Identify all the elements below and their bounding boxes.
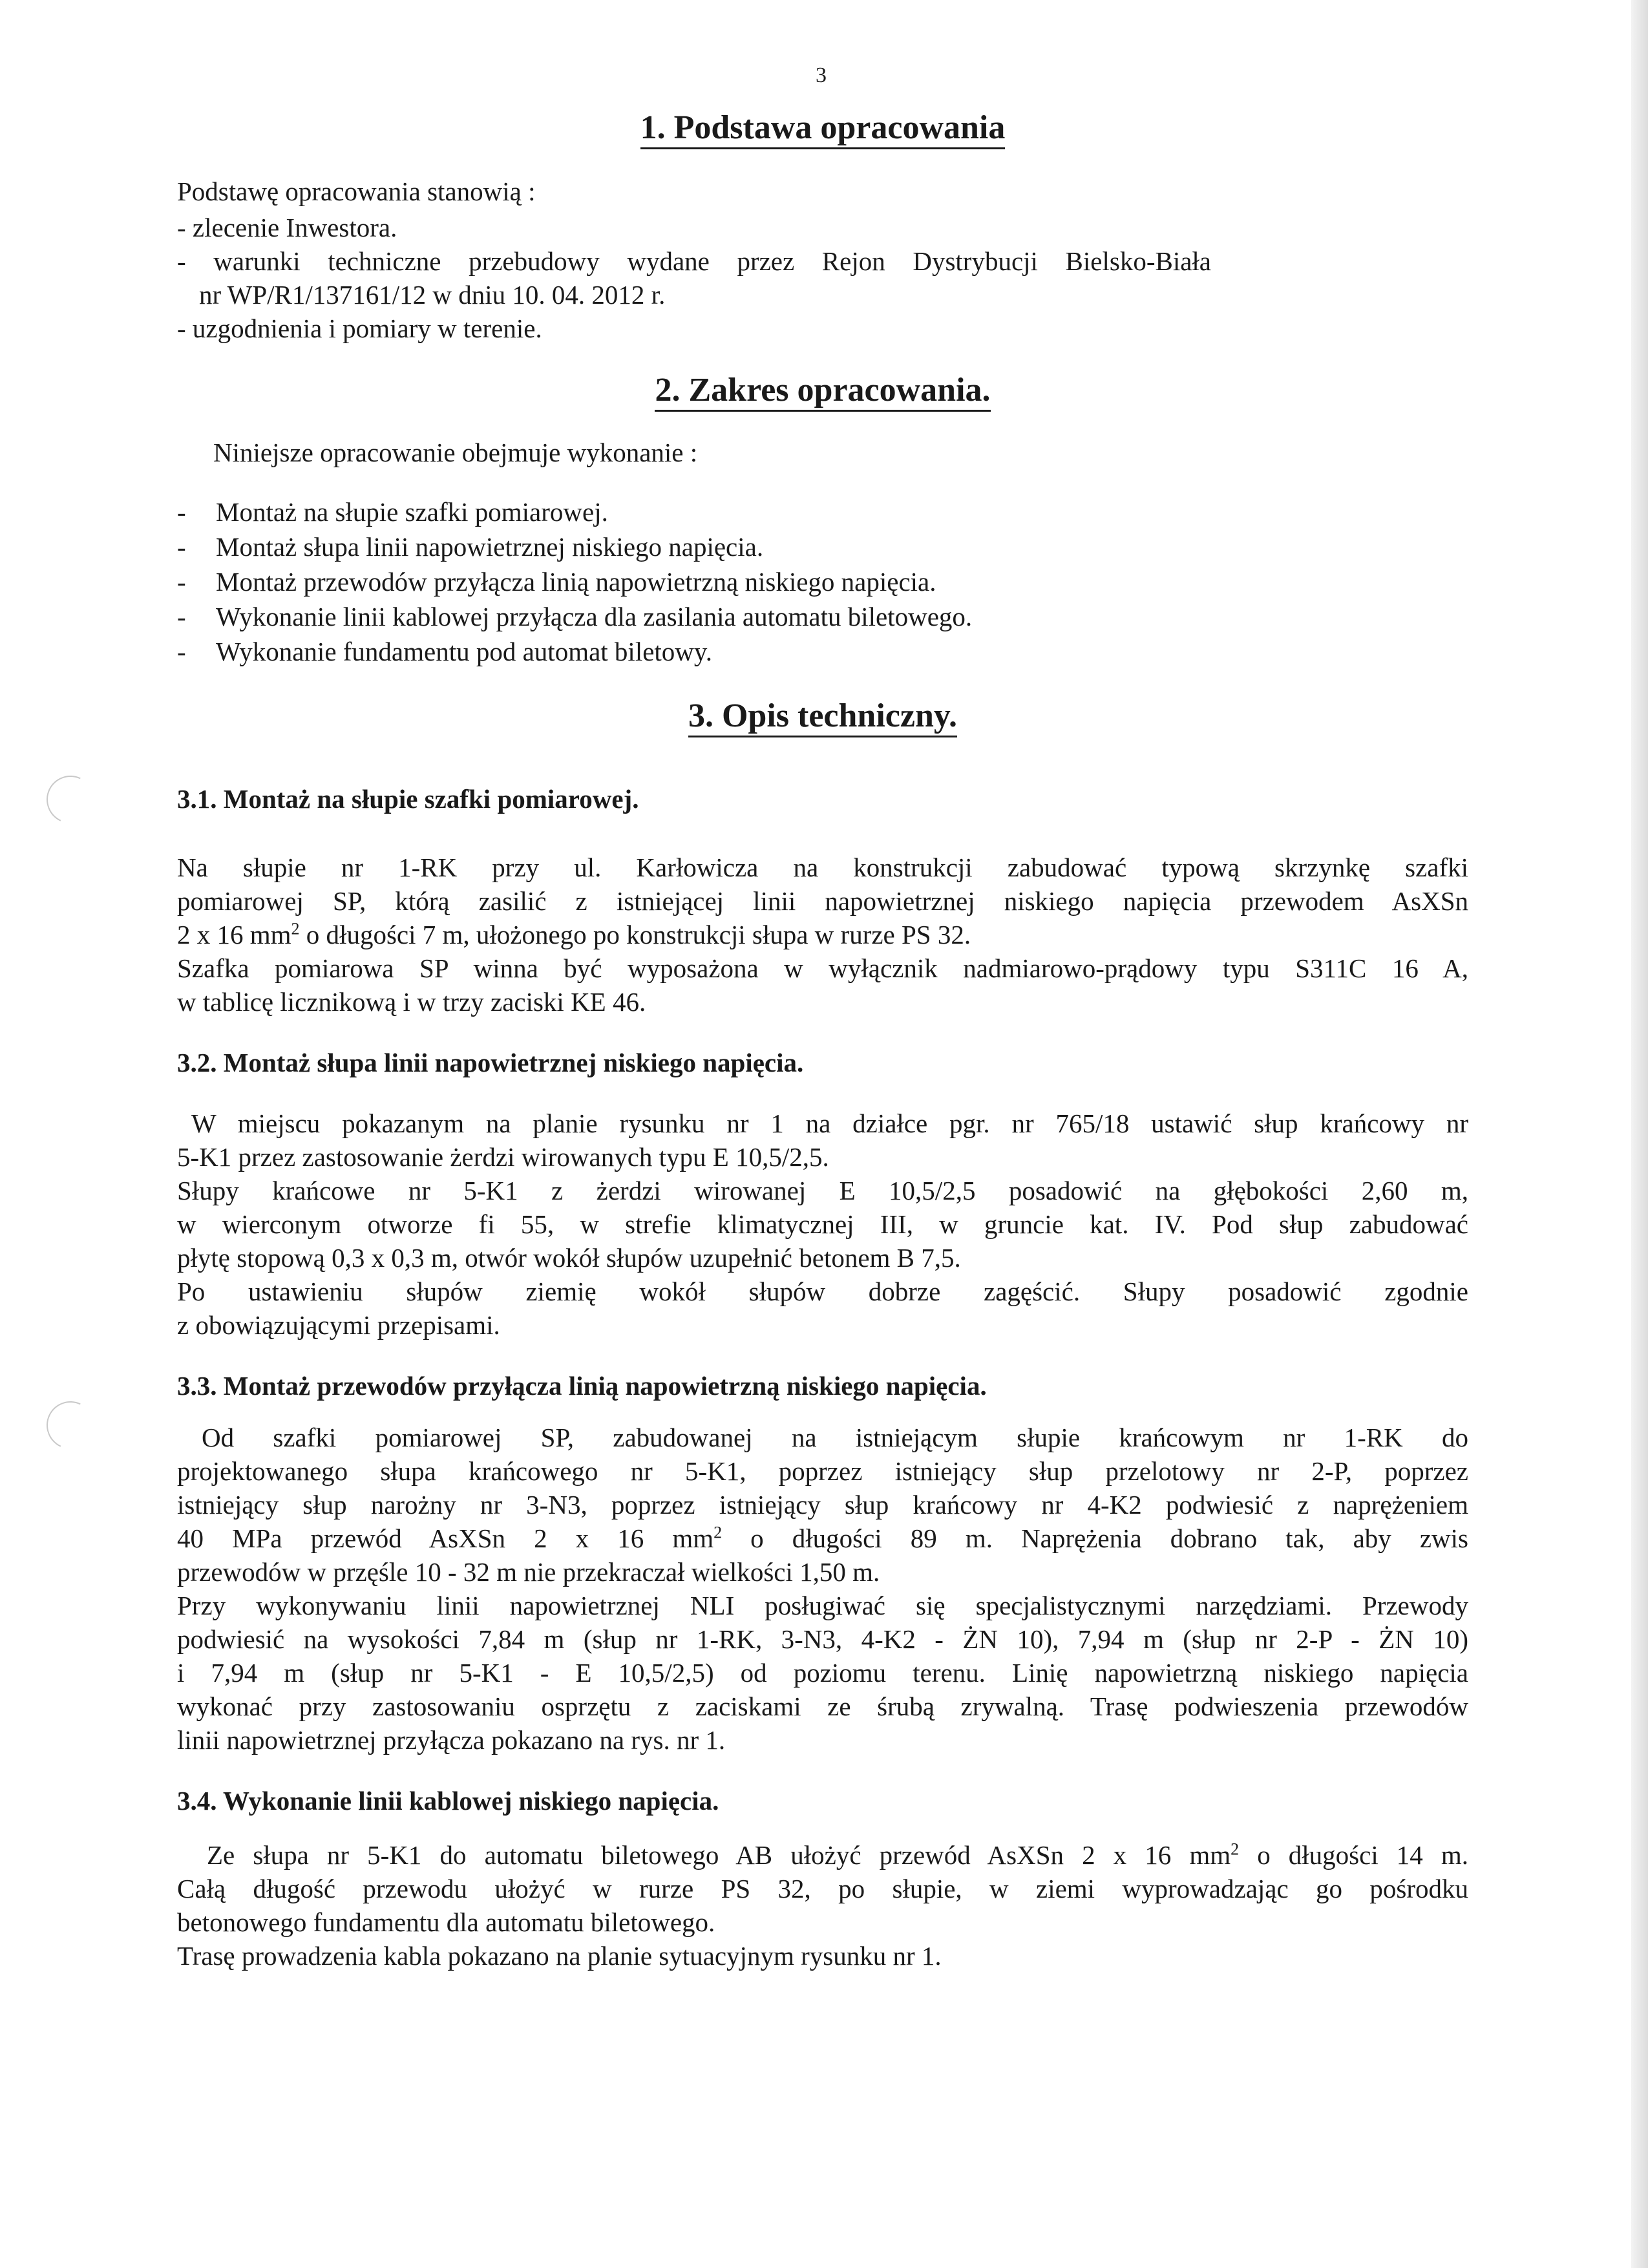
section-1-line: nr WP/R1/137161/12 w dniu 10. 04. 2012 r. <box>199 280 666 310</box>
paragraph-line: Całą długość przewodu ułożyć w rurze PS 32, po słupie, w ziemi wyprowadzając go pośrodku <box>177 1874 1468 1903</box>
paragraph-line: w wierconym otworze fi 55, w strefie klimatycznej III, w gruncie kat. IV. Pod słup zabudować <box>177 1209 1468 1239</box>
paragraph-line: projektowanego słupa krańcowego nr 5-K1, poprzez istniejący słup przelotowy nr 2-P, poprzez <box>177 1456 1468 1486</box>
punch-hole-lower <box>40 1395 101 1456</box>
paragraph-line: podwiesić na wysokości 7,84 m (słup nr 1-RK, 3-N3, 4-K2 - ŻN 10), 7,94 m (słup nr 2-P - ŻN 10) <box>177 1624 1468 1654</box>
section-1-line: - uzgodnienia i pomiary w terenie. <box>177 313 542 343</box>
scan-page-edge <box>1631 0 1648 2268</box>
paragraph-line: W miejscu pokazanym na planie rysunku nr 1 na działce pgr. nr 765/18 ustawić słup krańcowy nr <box>191 1108 1468 1138</box>
paragraph-line: Przy wykonywaniu linii napowietrznej NLI posługiwać się specjalistycznymi narzędziami. Przewody <box>177 1591 1468 1620</box>
scope-list-item: - Montaż na słupie szafki pomiarowej. <box>177 497 608 527</box>
scope-list-item: - Wykonanie fundamentu pod automat biletowy. <box>177 637 712 666</box>
page-number: 3 <box>816 63 827 87</box>
paragraph-line: płytę stopową 0,3 x 0,3 m, otwór wokół słupów uzupełnić betonem B 7,5. <box>177 1243 961 1273</box>
section-1-intro: Podstawę opracowania stanowią : <box>177 176 536 206</box>
paragraph-line: Na słupie nr 1-RK przy ul. Karłowicza na konstrukcji zabudować typową skrzynkę szafki <box>177 853 1468 882</box>
paragraph-line: przewodów w przęśle 10 - 32 m nie przekraczał wielkości 1,50 m. <box>177 1557 880 1587</box>
paragraph-line: z obowiązującymi przepisami. <box>177 1310 500 1340</box>
paragraph-line: 5-K1 przez zastosowanie żerdzi wirowanych typu E 10,5/2,5. <box>177 1142 829 1172</box>
section-1-title: 1. Podstawa opracowania <box>177 109 1468 147</box>
paragraph-line: Od szafki pomiarowej SP, zabudowanej na istniejącym słupie krańcowym nr 1-RK do <box>202 1423 1468 1452</box>
scope-list-item: - Montaż słupa linii napowietrznej niskiego napięcia. <box>177 532 764 562</box>
section-1-line: - warunki techniczne przebudowy wydane przez Rejon Dystrybucji Bielsko-Biała <box>177 246 1211 276</box>
paragraph-line: istniejący słup narożny nr 3-N3, poprzez istniejący słup krańcowy nr 4-K2 podwiesić z naprężeniem <box>177 1490 1468 1520</box>
section-3-title: 3. Opis techniczny. <box>177 697 1468 736</box>
paragraph-line: Trasę prowadzenia kabla pokazano na planie sytuacyjnym rysunku nr 1. <box>177 1941 942 1971</box>
paragraph-line: Szafka pomiarowa SP winna być wyposażona w wyłącznik nadmiarowo-prądowy typu S311C 16 A, <box>177 953 1468 983</box>
paragraph-line: 40 MPa przewód AsXSn 2 x 16 $mm^2$ o długości 89 m. Naprężenia dobrano tak, aby zwis <box>177 1523 1469 1553</box>
subsection-3-1-heading: 3.1. Montaż na słupie szafki pomiarowej. <box>177 784 639 814</box>
paragraph-line: wykonać przy zastosowaniu osprzętu z zaciskami ze śrubą zrywalną. Trasę podwieszenia przewodów <box>177 1691 1468 1721</box>
scope-list-item: - Montaż przewodów przyłącza linią napowietrzną niskiego napięcia. <box>177 567 936 597</box>
scope-list-item: - Wykonanie linii kablowej przyłącza dla zasilania automatu biletowego. <box>177 602 973 631</box>
paragraph-line: 2 x 16 $mm^2$ o długości 7 m, ułożonego po konstrukcji słupa w rurze PS 32. <box>177 919 971 949</box>
document-body <box>177 0 1468 2268</box>
paragraph-line: i 7,94 m (słup nr 5-K1 - E 10,5/2,5) od poziomu terenu. Linię napowietrzną niskiego napięcia <box>177 1658 1468 1688</box>
section-1-line: - zlecenie Inwestora. <box>177 213 397 242</box>
paragraph-line: Słupy krańcowe nr 5-K1 z żerdzi wirowanej E 10,5/2,5 posadowić na głębokości 2,60 m, <box>177 1176 1468 1205</box>
subsection-3-2-heading: 3.2. Montaż słupa linii napowietrznej niskiego napięcia. <box>177 1048 804 1077</box>
subsection-3-4-heading: 3.4. Wykonanie linii kablowej niskiego napięcia. <box>177 1786 719 1816</box>
punch-hole-upper <box>40 769 101 831</box>
section-2-intro: Niniejsze opracowanie obejmuje wykonanie : <box>213 438 698 467</box>
paragraph-line: Po ustawieniu słupów ziemię wokół słupów dobrze zagęścić. Słupy posadowić zgodnie <box>177 1277 1468 1306</box>
paragraph-line: betonowego fundamentu dla automatu biletowego. <box>177 1907 715 1937</box>
paragraph-line: pomiarowej SP, którą zasilić z istniejącej linii napowietrznej niskiego napięcia przewodem AsXSn <box>177 886 1468 916</box>
paragraph-line: linii napowietrznej przyłącza pokazano na rys. nr 1. <box>177 1725 726 1755</box>
section-2-title: 2. Zakres opracowania. <box>177 371 1468 410</box>
paragraph-line: Ze słupa nr 5-K1 do automatu biletowego AB ułożyć przewód AsXSn 2 x 16 $mm^2$ o długości 14 m. <box>207 1839 1468 1870</box>
paragraph-line: w tablicę licznikową i w trzy zaciski KE 46. <box>177 987 646 1017</box>
subsection-3-3-heading: 3.3. Montaż przewodów przyłącza linią napowietrzną niskiego napięcia. <box>177 1371 987 1401</box>
